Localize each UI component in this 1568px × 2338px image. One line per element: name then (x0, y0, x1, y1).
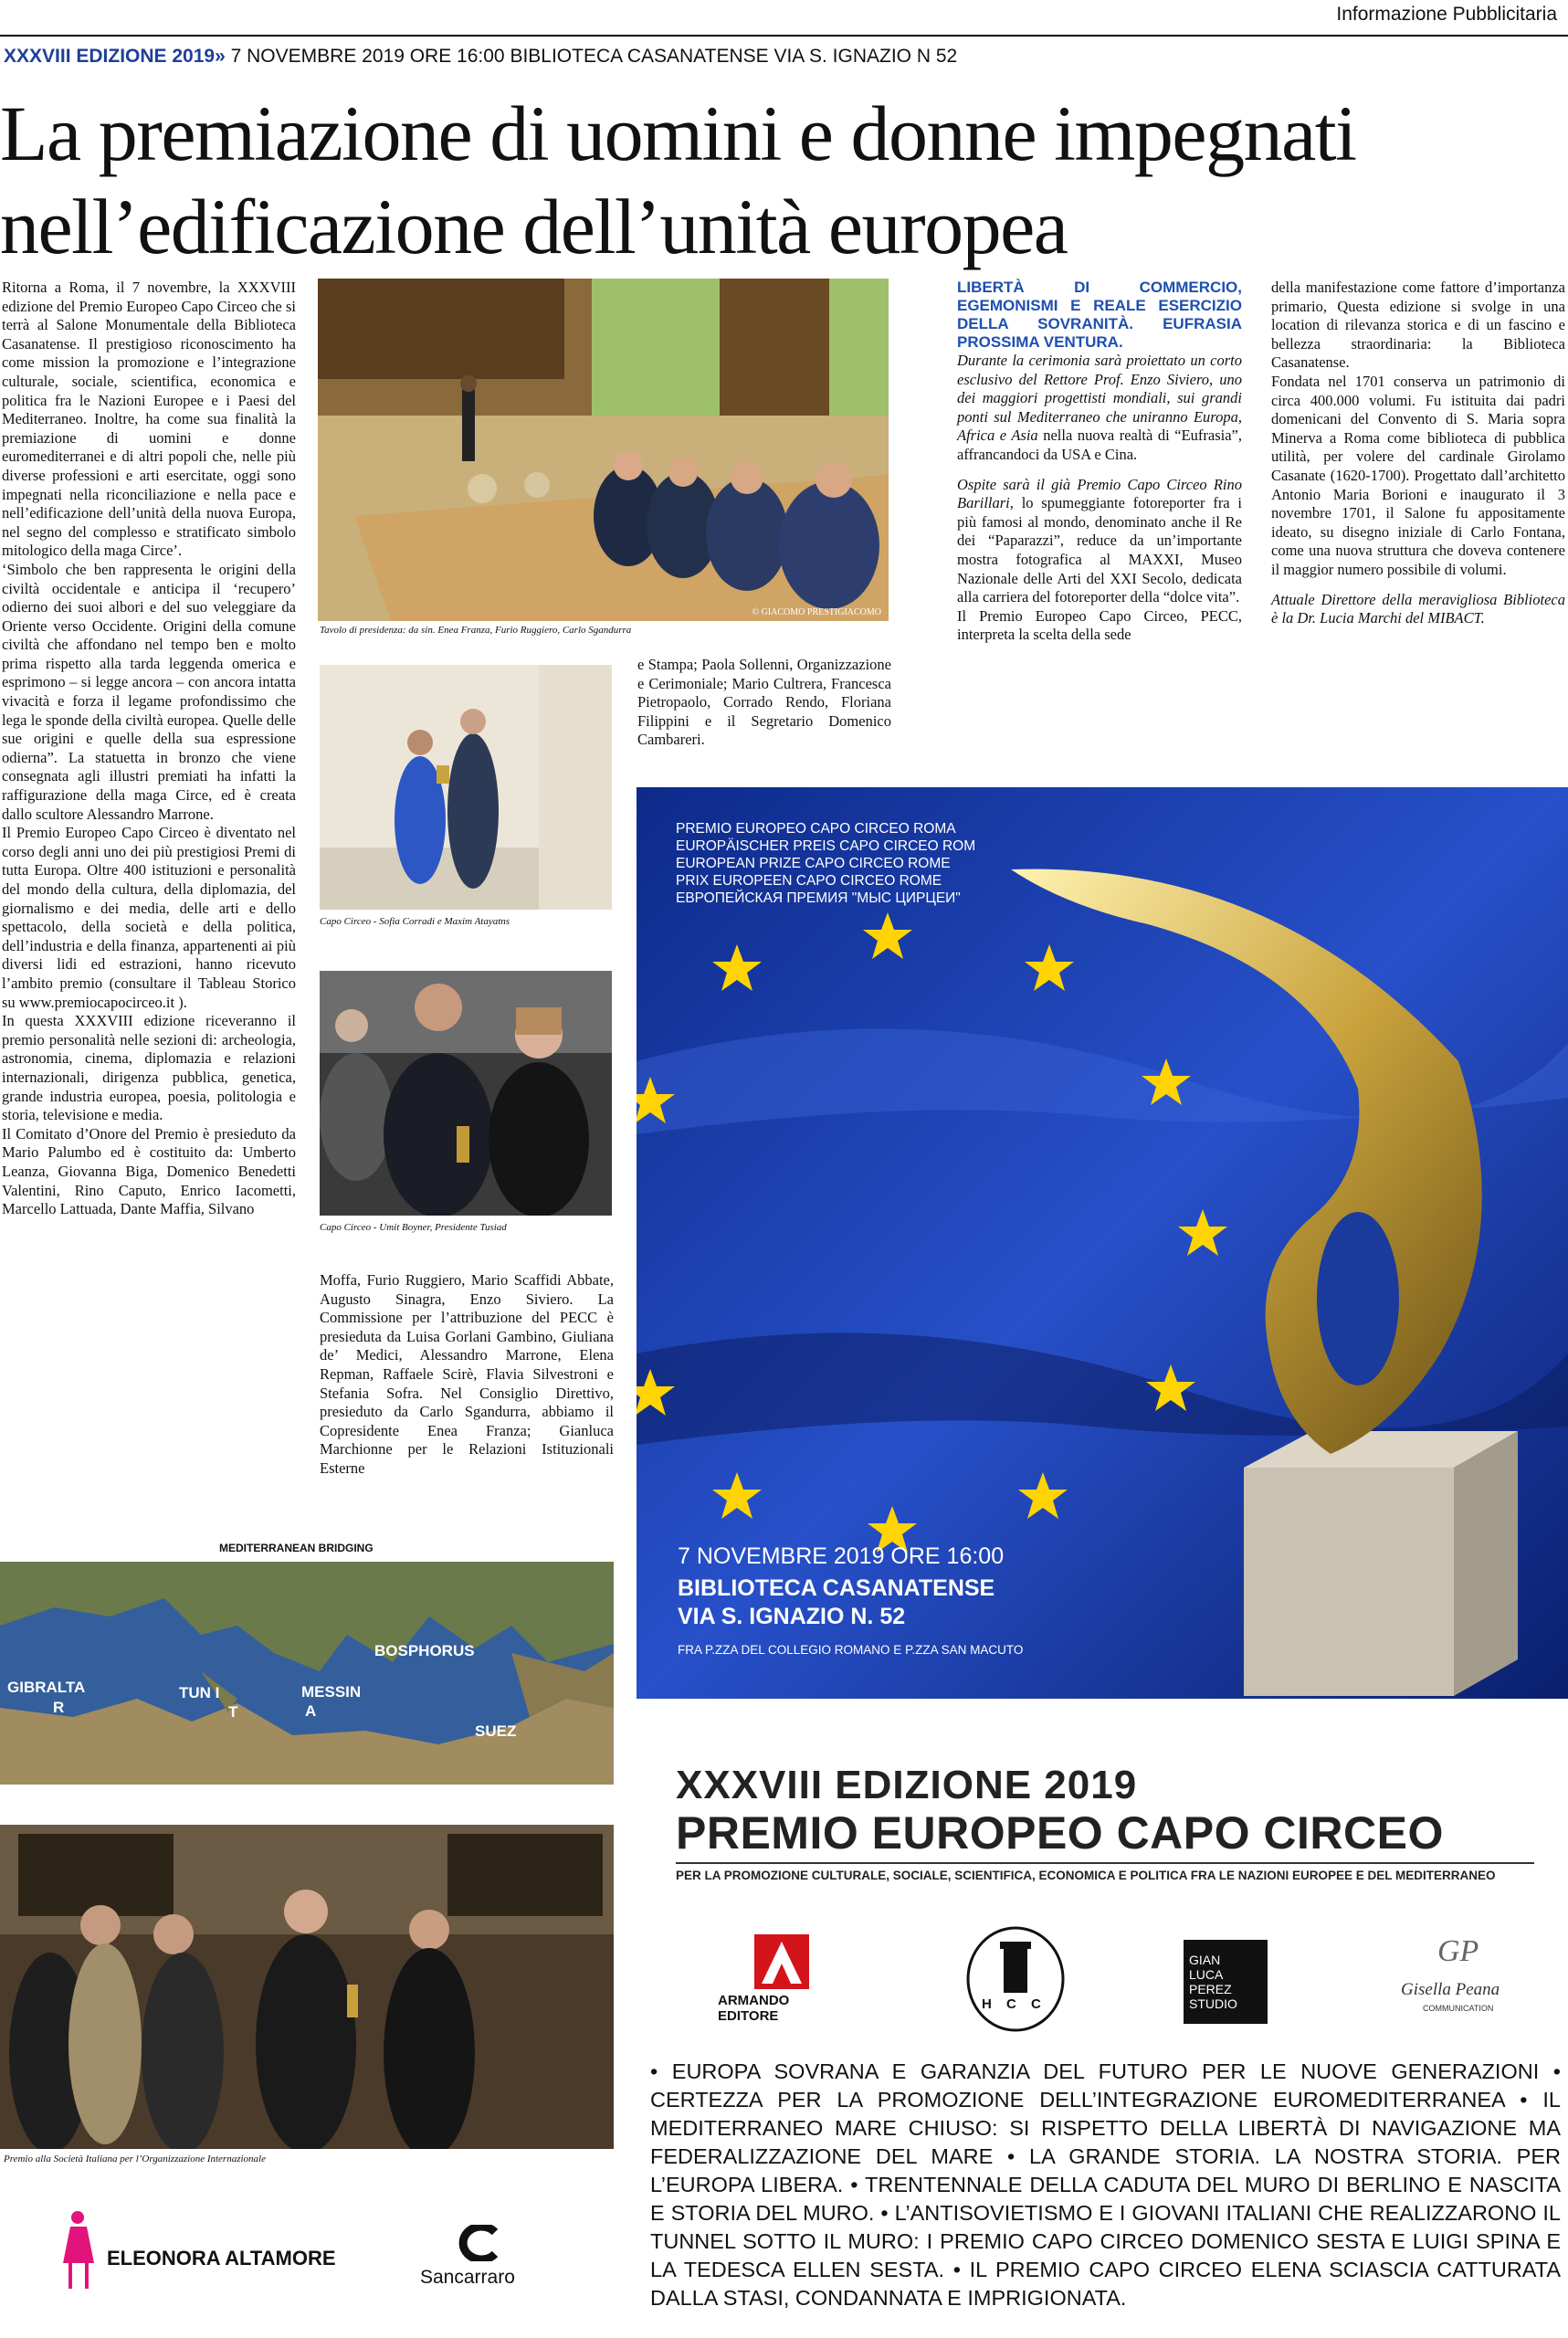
headline-line-1: La premiazione di uomini e donne impegnati (0, 90, 1356, 177)
photo-umit-boyner (320, 971, 612, 1216)
map-label-suez: SUEZ (475, 1722, 517, 1740)
gisella-name: Gisella Peana (1401, 1980, 1500, 1999)
seal-letters: H C C (982, 1996, 1047, 2012)
col1-para-2: ‘Simbolo che ben rappresenta le origini della civiltà occidentale e anticipa il ‘recupero’ odierno dei suoi albori e del suo veleggiare da Oriente verso Occidente. Origini della comune civiltà che affondano nel tempo ben e molto prima rispetto alla tarda leggenda omerica e esprimono – si legge ancora – con ancora intatta vivacità e forza il legame profondissimo che lega le sponde della civiltà europea. Quelle delle sue origini e quelle della sua espressione odierna”. La statuetta in bronzo che viene consegnata agli illustri premiati ha infatti la raffigurazione della maga Circe, ed è creata dallo scultore Alessandro Marrone. (2, 560, 296, 823)
ad-premio-title: PREMIO EUROPEO CAPO CIRCEO (676, 1807, 1444, 1859)
article-col-3 (637, 656, 891, 750)
event-line: 7 NOVEMBRE 2019 ORE 16:00 BIBLIOTECA CASANATENSE VIA S. IGNAZIO N 52 (230, 46, 958, 67)
headline (0, 87, 1568, 273)
col1-para-3: Il Premio Europeo Capo Circeo è diventato nel corso degli anni uno dei più prestigiosi Premi di tutta Europa. Oltre 400 istituzioni e personalità del mondo della cultura, della diplomazia, del giornalismo e dei media, delle arti e dello spettacolo, della società e della politica, dell’industria e della finanza, appartenenti ai più diversi lidi ed estrazioni, hanno ricevuto l’ambito premio (consultare il Tableau Storico su www.premiocapocirceo.it ). (2, 824, 296, 1011)
sancarraro-mark-icon (449, 2225, 504, 2261)
col5-para-1: della manifestazione come fattore d’importanza primario, Questa edizione si svolge in una location di rilevanza storica e di un fascino e bellezza straordinaria: la Biblioteca Casanatense. (1271, 279, 1565, 372)
gisella-sub: COMMUNICATION (1423, 2004, 1494, 2013)
perez-line-2: LUCA (1189, 1967, 1224, 1982)
perez-line-1: GIAN (1189, 1953, 1221, 1967)
col2-para-1: Moffa, Furio Ruggiero, Mario Scaffidi Abbate, Augusto Sinagra, Enzo Siviero. La Commissione per l’attribuzione del PECC è presieduta da Luisa Gorlani Gambino, Giuliana de’ Medici, Alessandro Marrone, Elena Repman, Raffaele Scirè, Flavia Silvestroni e Stefania Sofra. Nel Consiglio Direttivo, presieduto da Carlo Sgandurra, abbiamo il Copresidente Enea Franza; Gianluca Marchionne per le Relazioni Istituzionali Esterne (320, 1271, 614, 1477)
ad-lang-5: ЕВРОПЕЙСКАЯ ПРЕМИЯ "МЫС ЦИРЦЕИ" (676, 890, 961, 906)
map-label-messina-1: MESSIN (301, 1683, 362, 1701)
map-label-tunisi-1: TUN I (179, 1684, 220, 1701)
arrow-icon: » (215, 46, 226, 67)
map-title: MEDITERRANEAN BRIDGING (219, 1542, 374, 1554)
perez-studio-logo (1184, 1940, 1268, 2024)
ad-subtitle: PER LA PROMOZIONE CULTURALE, SOCIALE, SCIENTIFICA, ECONOMICA E POLITICA FRA LE NAZIONI EUROPEE E DEL MEDITERRANEO (676, 1869, 1496, 1882)
gisella-monogram: GP (1437, 1934, 1479, 1968)
article-col-4 (957, 279, 1242, 645)
seal-tower-icon (965, 1925, 1066, 2033)
caption-photo-5: Premio alla Società Italiana per l’Organizzazione Internazionale (4, 2154, 266, 2164)
ad-place-1: BIBLIOTECA CASANATENSE (678, 1575, 995, 1601)
map-label-messina-2: A (305, 1702, 317, 1720)
seal-logo (965, 1925, 1066, 2033)
col1-para-1: Ritorna a Roma, il 7 novembre, la XXXVIII edizione del Premio Europeo Capo Circeo che si terrà al Salone Monumentale della Biblioteca Casanatense. Il prestigioso riconoscimento ha come mission la promozione e l’integrazione culturale, sociale, scientifica, economica e politica fra le Nazioni Europee e i Paesi del Mediterraneo. Inoltre, ha come sua finalità la premiazione di uomini e donne euromediterranei e di altri popoli che, nelle più diverse professioni e arti esercitate, oggi sono impegnati nella riconciliazione e nella pace e nell’edificazione dell’unità della nuova Europa, nel segno del complesso e stratificato simbolo mitologico della maga Circe’. (2, 279, 296, 560)
ad-lang-3: EUROPEAN PRIZE CAPO CIRCEO ROME (676, 856, 951, 871)
sancarraro-logo (420, 2225, 539, 2298)
ad-lang-4: PRIX EUROPEEN CAPO CIRCEO ROME (676, 873, 942, 889)
caption-photo-1: Tavolo di presidenza: da sin. Enea Franza, Furio Ruggiero, Carlo Sgandurra (320, 625, 632, 636)
armando-editore-logo (718, 1934, 846, 2024)
photo-presidency-table (318, 279, 889, 621)
ad-lang-1: PREMIO EUROPEO CAPO CIRCEO ROMA (676, 821, 956, 837)
col4-italic-1: Durante la cerimonia sarà proiettato un corto esclusivo del Rettore Prof. Enzo Siviero, uno dei maggiori progettisti mondiali, sui grandi ponti sul Mediterraneo che uniranno Europa, Africa e Asia (957, 352, 1242, 445)
ad-points: • EUROPA SOVRANA E GARANZIA DEL FUTURO PER LE NUOVE GENERAZIONI • CERTEZZA PER LA PROMOZIONE DELL’INTEGRAZIONE EUROMEDITERRANEA • IL MEDITERRANEO MARE CHIUSO: SI RISPETTO DELLA LIBERTÀ DI NAVIGAZIONE MA FEDERALIZZAZIONE DEL MARE • LA GRANDE STORIA. LA NOSTRA STORIA. PER L’EUROPA LIBERA. • TRENTENNALE DELLA CADUTA DEL MURO DI BERLINO E NASCITA E STORIA DEL MURO. • L’ANTISOVIETISMO E I GIOVANI ITALIANI CHE REALIZZARONO IL TUNNEL SOTTO IL MURO: I PREMIO CAPO CIRCEO DOMENICO SESTA E LUIGI SPINA E LA TEDESCA ELLEN SESTA. • IL PREMIO CAPO CIRCEO ELENA SCIASCIA CATTURATA DALLA STASI, CONDANNATA E IMPRIGIONATA. (650, 2059, 1561, 2310)
altamore-name: ELEONORA ALTAMORE (107, 2247, 336, 2270)
photo1-credit: © GIACOMO PRESTIGIACOMO (752, 607, 881, 617)
col4-text-1: nella nuova realtà di “Eufrasia”, affrancandoci da USA e Cina. (957, 427, 1242, 463)
headline-line-2: nell’edificazione dell’unità europea (0, 183, 1068, 270)
perez-line-3: PEREZ (1189, 1982, 1232, 1996)
article-col-1 (2, 279, 296, 1219)
col4-heading: LIBERTÀ DI COMMERCIO, EGEMONISMI E REALE ESERCIZIO DELLA SOVRANITÀ. EUFRASIA PROSSIMA VENTURA. (957, 279, 1242, 351)
ad-languages (676, 820, 975, 907)
ad-date: 7 NOVEMBRE 2019 ORE 16:00 (678, 1543, 1005, 1569)
col4-text-2: lo spumeggiante fotoreporter fra i più famosi al mondo, denominato anche il Re dei “Paparazzi”, reduce da un’importante mostra fotografica al MAXXI, Museo Nazionale delle Arti del XXI Secolo, dedicata alla carriera del fotoreporter della “dolce vita”. (957, 494, 1243, 606)
col5-para-2: Fondata nel 1701 conserva un patrimonio di circa 400.000 volumi. Fu istituita dai padri domenicani del Convento di S. Maria sopra Minerva a Roma come biblioteca di pubblica utilità, per volere del cardinale Girolamo Casanate (1620-1700). Progettato dall’architetto Antonio Maria Borioni e inaugurato il 3 novembre 1701, il Salone fu appositamente ideato, su disegno iniziale di Carlo Fontana, come una nuova struttura che doveva contenere il maggior numero possibile di volumi. (1271, 372, 1565, 578)
map-label-tunisi-2: T (228, 1703, 238, 1721)
col1-para-4: In questa XXXVIII edizione riceveranno il premio personalità nelle sezioni di: archeologia, astronomia, cinema, diplomazia e relazioni internazionali, dirigenza pubblica, genetica, grande industria europea, poesia, politologia e storia, televisione e media. (2, 1012, 296, 1124)
caption-photo-2: Capo Circeo - Sofia Corradi e Maxim Atayatns (320, 916, 510, 927)
altamore-logo (50, 2208, 361, 2281)
map-label-gibraltar-2: R (53, 1699, 65, 1716)
photo-premio-sioi (0, 1825, 614, 2149)
edition-line (4, 46, 957, 68)
col5-italic: Attuale Direttore della meravigliosa Biblioteca è la Dr. Lucia Marchi del MIBACT. (1271, 590, 1565, 627)
ad-edition: XXXVIII EDIZIONE 2019 (676, 1763, 1138, 1807)
gisella-peana-logo (1397, 1934, 1525, 2026)
ad-place-3: FRA P.ZZA DEL COLLEGIO ROMANO E P.ZZA SAN MACUTO (678, 1643, 1024, 1657)
ad-rule (676, 1862, 1534, 1864)
article-col-5 (1271, 279, 1565, 628)
armando-a-icon (754, 1934, 809, 1989)
armando-name: ARMANDO EDITORE (718, 1993, 790, 2024)
top-rule (0, 35, 1568, 37)
sancarraro-name: Sancarraro (420, 2267, 515, 2288)
caption-photo-3: Capo Circeo - Umit Boyner, Presidente Tusiad (320, 1222, 507, 1233)
col4-italic-2: Ospite sarà il già Premio Capo Circeo Rino Barillari, (957, 475, 1242, 512)
ad-place-2: VIA S. IGNAZIO N. 52 (678, 1604, 906, 1629)
altamore-figure-icon (50, 2208, 114, 2291)
edition-tag: XXXVIII EDIZIONE 2019 (4, 46, 216, 67)
info-label: Informazione Pubblicitaria (1336, 4, 1557, 25)
article-col-2 (320, 1271, 614, 1479)
map-label-gibraltar-1: GIBRALTA (7, 1679, 86, 1696)
col4-para-3: Il Premio Europeo Capo Circeo, PECC, interpreta la scelta della sede (957, 606, 1242, 644)
map-label-bosphorus: BOSPHORUS (374, 1642, 475, 1659)
col1-para-5: Il Comitato d’Onore del Premio è presieduto da Mario Palumbo ed è costituito da: Umberto Leanza, Giovanna Biga, Domenico Benedetti Valentini, Rino Caputo, Enrico Iacometti, Marcello Lattuada, Dante Maffia, Silvano (2, 1124, 296, 1218)
ad-lang-2: EUROPÄISCHER PREIS CAPO CIRCEO ROM (676, 838, 976, 854)
map-mediterranean (0, 1562, 614, 1785)
perez-line-4: STUDIO (1189, 1996, 1237, 2011)
photo-corradi-atayatns (320, 665, 612, 910)
col3-para-1: e Stampa; Paola Sollenni, Organizzazione e Cerimoniale; Mario Cultrera, Francesca Pietropaolo, Corrado Rendo, Floriana Filippini e il Segretario Domenico Cambareri. (637, 656, 891, 749)
